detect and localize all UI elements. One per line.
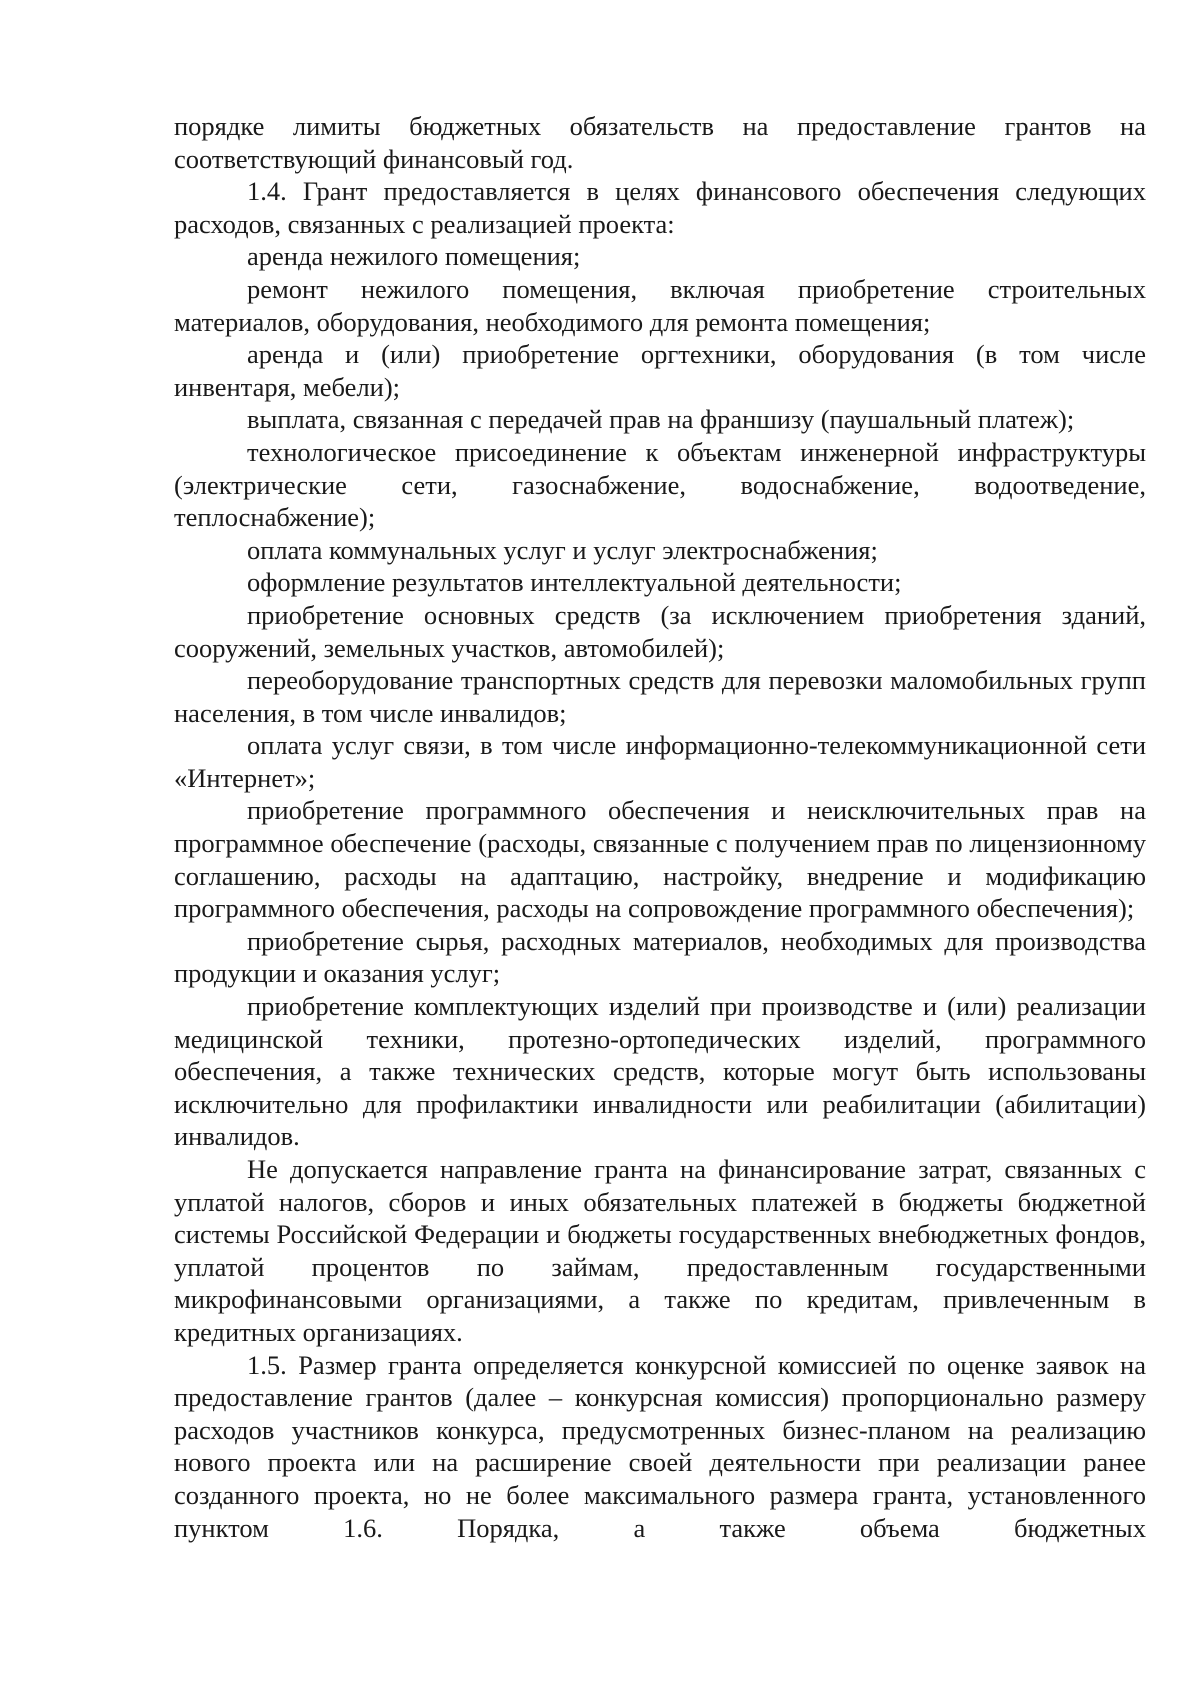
paragraph-1-5-grant-size: 1.5. Размер гранта определяется конкурсной комиссией по оценке заявок на предоставление грантов (далее – конкурсная комиссия) пропорционально размеру расходов участников конкурса, предусмотренных бизнес-планом на реализацию нового проекта или на расширение своей деятельности при реализации ранее созданного проекта, но не более максимального размера гранта, установленного пунктом 1.6. Порядка, а также объема бюджетных [174,1349,1146,1543]
paragraph-1-4-intro: 1.4. Грант предоставляется в целях финансового обеспечения следующих расходов, связанных с реализацией проекта: [174,176,1146,239]
list-item-rent: аренда нежилого помещения; [247,241,581,272]
list-item-office-equipment: аренда и (или) приобретение оргтехники, оборудования (в том числе инвентаря, мебели); [174,339,1146,402]
list-item-infrastructure: технологическое присоединение к объектам инженерной инфраструктуры (электрические сети, газоснабжение, водоснабжение, водоотведение, теплоснабжение); [174,436,1146,533]
paragraph-continuation: порядке лимиты бюджетных обязательств на предоставление грантов на соответствующий финансовый год. [174,111,1146,174]
list-item-vehicle-conversion: переоборудование транспортных средств для перевозки маломобильных групп населения, в том числе инвалидов; [174,665,1146,728]
list-item-raw-materials: приобретение сырья, расходных материалов, необходимых для производства продукции и оказания услуг; [174,925,1146,989]
list-item-components: приобретение комплектующих изделий при производстве и (или) реализации медицинской техники, протезно-ортопедических изделий, программного обеспечения, а также технических средств, которые могут быть использованы исключительно для профилактики инвалидности или реабилитации (абилитации) инвалидов. [174,991,1146,1152]
list-item-franchise: выплата, связанная с передачей прав на франшизу (паушальный платеж); [247,404,1075,435]
list-item-utilities: оплата коммунальных услуг и услуг электроснабжения; [247,534,878,565]
document-page [174,110,1146,1544]
list-item-intellectual-property: оформление результатов интеллектуальной деятельности; [247,567,902,598]
list-item-communications: оплата услуг связи, в том числе информационно-телекоммуникационной сети «Интернет»; [174,730,1146,793]
list-item-repair: ремонт нежилого помещения, включая приобретение строительных материалов, оборудования, необходимого для ремонта помещения; [174,273,1146,337]
paragraph-restrictions: Не допускается направление гранта на финансирование затрат, связанных с уплатой налогов, сборов и иных обязательных платежей в бюджеты бюджетной системы Российской Федерации и бюджеты государственных внебюджетных фондов, уплатой процентов по займам, предоставленным государственными микрофинансовыми организациями, а также по кредитам, привлеченным в кредитных организациях. [174,1154,1146,1347]
list-item-software: приобретение программного обеспечения и неисключительных прав на программное обеспечение (расходы, связанные с получением прав по лицензионному соглашению, расходы на адаптацию, настройку, внедрение и модификацию программного обеспечения, расходы на сопровождение программного обеспечения); [174,795,1146,924]
list-item-fixed-assets: приобретение основных средств (за исключением приобретения зданий, сооружений, земельных участков, автомобилей); [174,599,1146,663]
